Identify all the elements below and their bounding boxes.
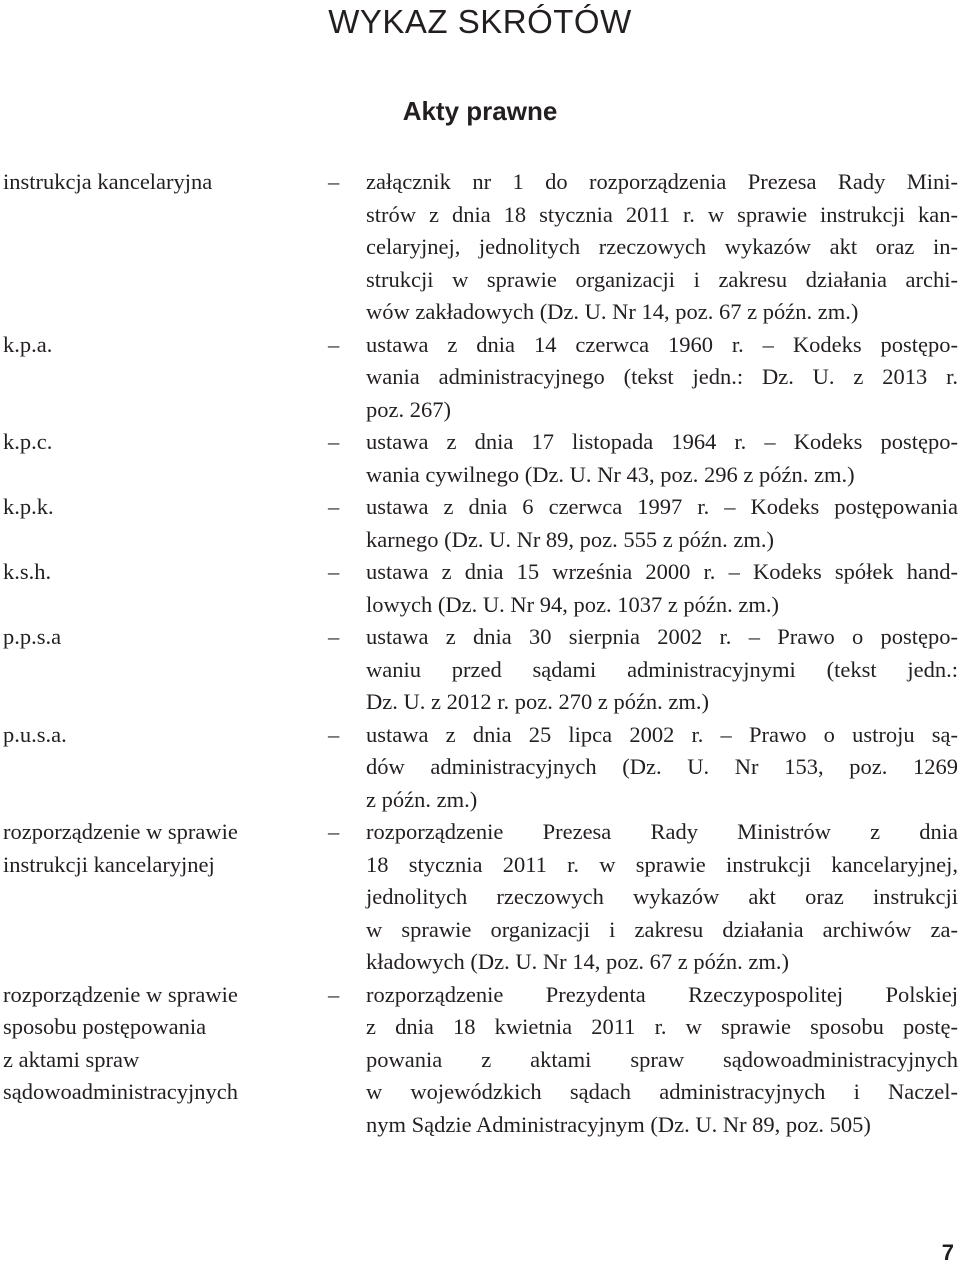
definition-line: 18 stycznia 2011 r. w sprawie instrukcji kancelaryjnej, [366, 851, 958, 877]
abbreviation-term [3, 556, 323, 589]
definition-line: dów administracyjnych (Dz. U. Nr 153, poz. 1269 [366, 754, 958, 779]
abbreviation-term [3, 491, 323, 524]
dash-separator: – [328, 169, 340, 194]
term-line: sposobu postępowania [3, 1014, 207, 1039]
definition-line: w wojewódzkich sądach administracyjnych i Naczel- [366, 1079, 958, 1104]
definition-line: kładowych (Dz. U. Nr 14, poz. 67 z późn. zm.) [366, 949, 790, 974]
term-line: k.s.h. [3, 559, 52, 584]
page-title: WYKAZ SKRÓTÓW [328, 3, 632, 40]
abbreviation-term [3, 426, 323, 459]
term-line: sądowoadministracyjnych [3, 1079, 238, 1104]
abbreviation-definition [366, 816, 958, 979]
dash-separator: – [328, 819, 340, 844]
dash-separator: – [328, 981, 340, 1007]
definition-line: lowych (Dz. U. Nr 94, poz. 1037 z późn. zm.) [366, 591, 780, 617]
abbreviation-definition [366, 491, 958, 556]
definition-line: karnego (Dz. U. Nr 89, poz. 555 z późn. zm.) [366, 526, 774, 552]
dash-separator: – [328, 721, 340, 747]
definition-line: poz. 267) [366, 396, 451, 422]
abbreviation-definition [366, 979, 958, 1142]
definition-line: ustawa z dnia 17 listopada 1964 r. – Kodeks postępo- [366, 429, 958, 454]
definition-line: w sprawie organizacji i zakresu działania archiwów za- [366, 916, 958, 942]
definition-line: waniu przed sądami administracyjnymi (tekst jedn.: [366, 656, 958, 682]
term-line: p.p.s.a [3, 624, 62, 649]
abbreviation-entry [0, 491, 960, 556]
section-heading: Akty prawne [402, 96, 558, 126]
definition-line: jednolitych rzeczowych wykazów akt oraz instrukcji [366, 884, 958, 909]
abbreviation-term [3, 166, 323, 199]
abbreviation-term [3, 816, 323, 881]
definition-line: ustawa z dnia 15 września 2000 r. – Kodeks spółek hand- [366, 559, 958, 584]
abbreviation-list [0, 166, 960, 1141]
definition-line: rozporządzenie Prezesa Rady Ministrów z dnia [366, 819, 958, 844]
definition-line: strów z dnia 18 stycznia 2011 r. w sprawie instrukcji kan- [366, 201, 958, 227]
dash-separator: – [328, 331, 340, 357]
definition-line: z późn. zm.) [366, 786, 478, 812]
abbreviation-entry [0, 556, 960, 621]
definition-line: Dz. U. z 2012 r. poz. 270 z późn. zm.) [366, 689, 710, 714]
dash-separator: – [328, 559, 340, 584]
abbreviation-definition [366, 621, 958, 719]
abbreviation-entry [0, 979, 960, 1142]
term-line: k.p.k. [3, 494, 54, 519]
term-line: z aktami spraw [3, 1046, 140, 1072]
abbreviation-definition [366, 426, 958, 491]
abbreviation-definition [366, 556, 958, 621]
abbreviation-entry [0, 621, 960, 719]
abbreviation-definition [366, 329, 958, 427]
abbreviation-entry [0, 719, 960, 817]
term-line: k.p.c. [3, 429, 53, 454]
abbreviation-definition [366, 166, 958, 329]
definition-line: z dnia 18 kwietnia 2011 r. w sprawie sposobu postę- [366, 1014, 958, 1039]
definition-line: wania cywilnego (Dz. U. Nr 43, poz. 296 z późn. zm.) [366, 461, 855, 487]
definition-line: nym Sądzie Administracyjnym (Dz. U. Nr 89, poz. 505) [366, 1111, 871, 1137]
term-line: instrukcji kancelaryjnej [3, 851, 215, 877]
dash-separator: – [328, 429, 340, 454]
abbreviation-entry [0, 329, 960, 427]
dash-separator: – [328, 624, 340, 649]
definition-line: ustawa z dnia 30 sierpnia 2002 r. – Prawo o postępo- [366, 624, 958, 649]
definition-line: ustawa z dnia 25 lipca 2002 r. – Prawo o ustroju są- [366, 721, 958, 747]
term-line: instrukcja kancelaryjna [3, 169, 213, 194]
definition-line: celaryjnej, jednolitych rzeczowych wykazów akt oraz in- [366, 234, 958, 259]
definition-line: strukcji w sprawie organizacji i zakresu działania archi- [366, 266, 958, 292]
term-line: rozporządzenie w sprawie [3, 819, 238, 844]
definition-line: rozporządzenie Prezydenta Rzeczypospolitej Polskiej [366, 981, 958, 1007]
page-number: 7 [941, 1240, 954, 1265]
term-line: k.p.a. [3, 331, 53, 357]
definition-line: wania administracyjnego (tekst jedn.: Dz. U. z 2013 r. [366, 364, 958, 389]
abbreviation-entry [0, 426, 960, 491]
definition-line: załącznik nr 1 do rozporządzenia Prezesa Rady Mini- [366, 169, 958, 194]
abbreviation-entry [0, 816, 960, 979]
abbreviation-term [3, 719, 323, 752]
abbreviation-term [3, 979, 323, 1109]
dash-separator: – [328, 494, 340, 519]
definition-line: ustawa z dnia 14 czerwca 1960 r. – Kodeks postępo- [366, 331, 958, 357]
term-line: rozporządzenie w sprawie [3, 981, 238, 1007]
abbreviation-term [3, 329, 323, 362]
definition-line: wów zakładowych (Dz. U. Nr 14, poz. 67 z późn. zm.) [366, 299, 859, 324]
abbreviation-term [3, 621, 323, 654]
abbreviation-entry [0, 166, 960, 329]
definition-line: powania z aktami spraw sądowoadministracyjnych [366, 1046, 958, 1072]
abbreviation-definition [366, 719, 958, 817]
definition-line: ustawa z dnia 6 czerwca 1997 r. – Kodeks postępowania [366, 494, 958, 519]
term-line: p.u.s.a. [3, 721, 67, 747]
